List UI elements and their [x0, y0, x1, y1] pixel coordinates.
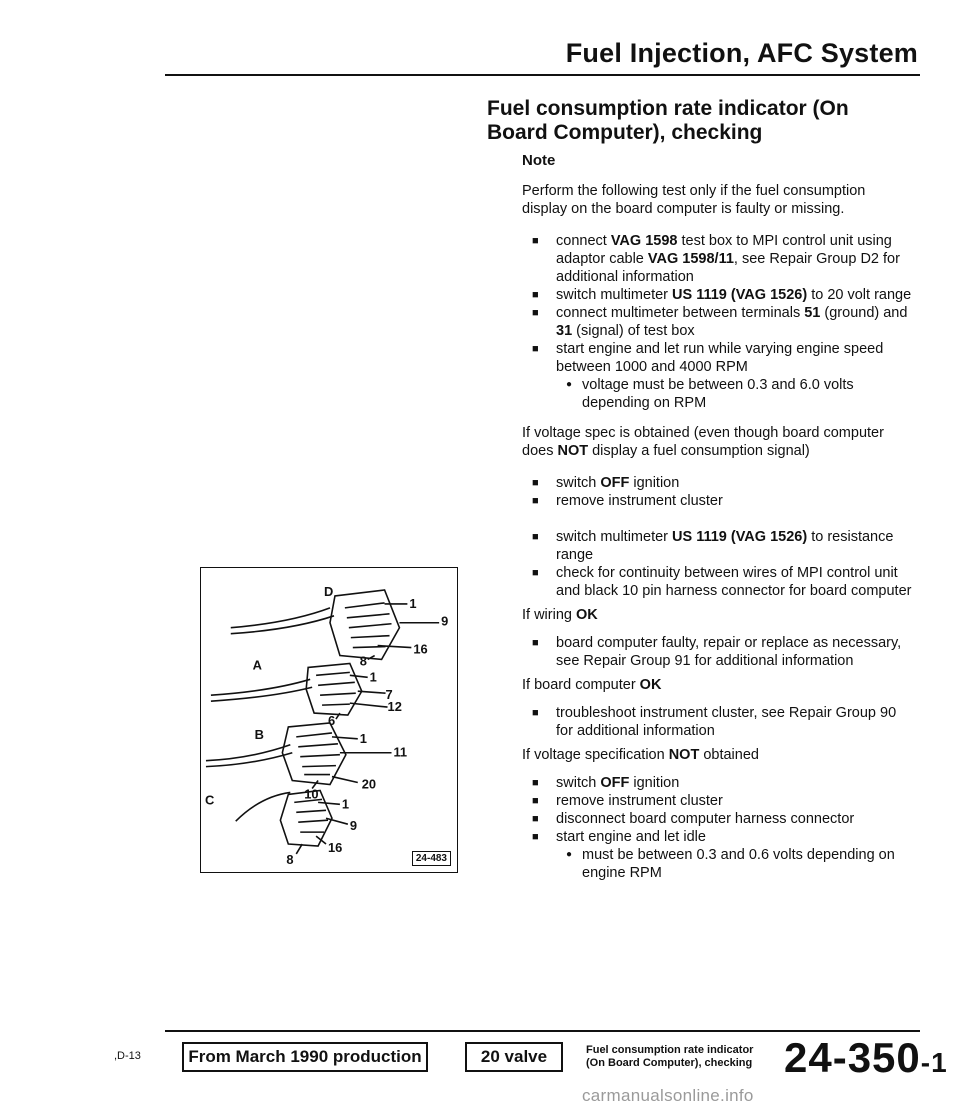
sub-list-1 [566, 376, 912, 412]
footer-description-line: Fuel consumption rate indicator [586, 1044, 754, 1056]
list-item: ■ connect multimeter between terminals 51 (ground) and 31 (signal) of test box [532, 304, 912, 340]
condition-4: If voltage specification NOT obtained [522, 747, 759, 763]
leader-lines-a [336, 675, 388, 719]
figure-label: 8 [359, 653, 367, 669]
figure-label: 1 [369, 669, 377, 685]
cable-b [206, 745, 290, 761]
list-item: ■ switch multimeter US 1119 (VAG 1526) to 20 volt range [532, 286, 912, 304]
list-item: ■ disconnect board computer harness connector [532, 810, 912, 828]
connector-a-pins [316, 672, 356, 705]
list-item: ■ board computer faulty, repair or replace as necessary, see Repair Group 91 for additional information [532, 634, 912, 670]
figure-label: 8 [286, 851, 294, 867]
step-list-5 [532, 704, 912, 740]
cable-d [231, 608, 330, 628]
sub-list-2 [566, 846, 912, 882]
footer-description [586, 1044, 786, 1070]
step-list-1 [532, 232, 912, 412]
connector-d-pins [345, 603, 392, 648]
procedure-content [522, 152, 912, 894]
sub-list-item: ● voltage must be between 0.3 and 6.0 volts depending on RPM [566, 376, 912, 412]
production-date-box: From March 1990 production [182, 1042, 428, 1072]
list-item: ■ start engine and let run while varying engine speed between 1000 and 4000 RPM ● voltage must be between 0.3 and 6.0 volts depending on RPM [532, 340, 912, 412]
figure-label: 11 [393, 744, 408, 760]
list-item: ■ switch OFF ignition [532, 474, 912, 492]
sub-list-item: ● must be between 0.3 and 0.6 volts depending on engine RPM [566, 846, 912, 882]
connector-a [306, 663, 362, 715]
cable-a [211, 679, 310, 695]
header-divider [165, 74, 920, 76]
condition-3: If board computer OK [522, 677, 662, 693]
figure-label: 9 [441, 613, 449, 629]
figure-label: 1 [359, 730, 367, 746]
figure-label: 16 [413, 641, 428, 657]
figure-label: 16 [328, 839, 343, 855]
list-item: ■ troubleshoot instrument cluster, see Repair Group 90 for additional information [532, 704, 912, 740]
note-label: Note [522, 152, 556, 169]
step-list-4 [532, 634, 912, 670]
connector-b-pins [296, 733, 340, 775]
section-title: Fuel consumption rate indicator (On Board Computer), checking [487, 97, 849, 144]
engine-variant-box: 20 valve [465, 1042, 563, 1072]
connector-c-pins [294, 799, 328, 832]
page-reference: ,D-13 [114, 1050, 141, 1062]
list-item: ■ remove instrument cluster [532, 492, 912, 510]
figure-label: 12 [387, 699, 402, 715]
condition-1: If voltage spec is obtained (even though board computer does NOT display a fuel consumption signal) [522, 425, 884, 459]
figure-label: 1 [409, 595, 417, 611]
figure-label: 10 [304, 786, 319, 802]
connector-figure [200, 567, 458, 873]
connector-illustration [201, 568, 457, 872]
figure-label: 6 [328, 712, 336, 728]
figure-label: 7 [385, 687, 393, 703]
figure-label: D [324, 583, 334, 599]
figure-label: 9 [349, 818, 358, 834]
cable-d-edge [231, 616, 334, 634]
figure-label: 20 [361, 776, 377, 792]
figure-label: C [204, 792, 215, 808]
list-item: ■ start engine and let idle ● must be between 0.3 and 0.6 volts depending on engine RPM [532, 828, 912, 882]
figure-label: B [254, 726, 264, 742]
leader-lines-d [368, 604, 439, 660]
footer-divider [165, 1030, 920, 1032]
step-list-6 [532, 774, 912, 882]
list-item: ■ switch OFF ignition [532, 774, 912, 792]
list-item: ■ remove instrument cluster [532, 792, 912, 810]
watermark: carmanualsonline.info [582, 1086, 754, 1105]
list-item: ■ check for continuity between wires of MPI control unit and black 10 pin harness connector for board computer [532, 564, 912, 600]
page-header-title: Fuel Injection, AFC System [565, 38, 918, 68]
figure-label: A [252, 657, 262, 673]
page-number: 24-350-1 [784, 1034, 948, 1081]
footer-description-line: (On Board Computer), checking [586, 1057, 753, 1069]
condition-2: If wiring OK [522, 607, 598, 623]
list-item: ■ switch multimeter US 1119 (VAG 1526) to resistance range [532, 528, 912, 564]
figure-id: 24-483 [412, 851, 451, 866]
step-list-3 [532, 528, 912, 600]
list-item: ■ connect VAG 1598 test box to MPI control unit using adaptor cable VAG 1598/11, see Repair Group D2 for additional information [532, 232, 912, 286]
figure-label: 1 [341, 796, 350, 812]
intro-paragraph: Perform the following test only if the fuel consumption display on the board computer is faulty or missing. [522, 183, 866, 217]
step-list-2 [532, 474, 912, 510]
